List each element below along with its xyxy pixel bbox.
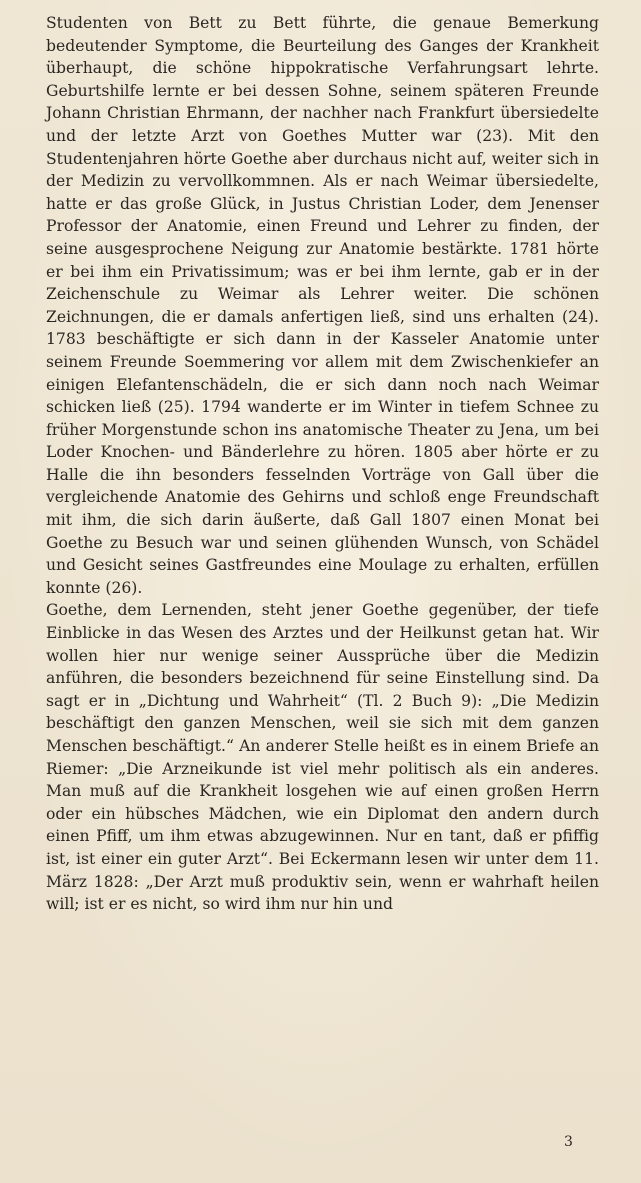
- paragraph-1: Studenten von Bett zu Bett führte, die genaue Bemerkung bedeutender Symptome, die Beurteilung des Ganges der Krankheit überhaupt, die schöne hippokratische Verfahrungsart lehrte. Geburtshilfe lernte er bei dessen Sohne, seinem späteren Freunde Johann Christian Ehrmann, der nachher nach Frankfurt übersiedelte und der letzte Arzt von Goethes Mutter war (23). Mit den Studentenjahren hörte Goethe aber durchaus nicht auf, weiter sich in der Medizin zu vervollkommnen. Als er nach Weimar übersiedelte, hatte er das große Glück, in Justus Christian Loder, dem Jenenser Professor der Anatomie, einen Freund und Lehrer zu finden, der seine ausgesprochene Neigung zur Anatomie bestärkte. 1781 hörte er bei ihm ein Privatissimum; was er bei ihm lernte, gab er in der Zeichenschule zu Weimar als Lehrer weiter. Die schönen Zeichnungen, die er damals anfertigen ließ, sind uns erhalten (24). 1783 beschäftigte er sich dann in der Kasseler Anatomie unter seinem Freunde Soemmering vor allem mit dem Zwischenkiefer an einigen Elefantenschädeln, die er sich dann noch nach Weimar schicken ließ (25). 1794 wanderte er im Winter in tiefem Schnee zu früher Morgenstunde schon ins anatomische Theater zu Jena, um bei Loder Knochen- und Bänderlehre zu hören. 1805 aber hörte er zu Halle die ihn besonders fesselnden Vorträge von Gall über die vergleichende Anatomie des Gehirns und schloß enge Freundschaft mit ihm, die sich darin äußerte, daß Gall 1807 einen Monat bei Goethe zu Besuch war und seinen glühenden Wunsch, von Schädel und Gesicht seines Gastfreundes eine Moulage zu erhalten, erfüllen konnte (26).: [46, 14, 599, 597]
- paragraph-2: Goethe, dem Lernenden, steht jener Goethe gegenüber, der tiefe Einblicke in das Wesen des Arztes und der Heilkunst getan hat. Wir wollen hier nur wenige seiner Aussprüche über die Medizin anführen, die besonders bezeichnend für seine Einstellung sind. Da sagt er in „Dichtung und Wahrheit“ (Tl. 2 Buch 9): „Die Medizin beschäftigt den ganzen Menschen, weil sie sich mit dem ganzen Menschen beschäftigt.“ An anderer Stelle heißt es in einem Briefe an Riemer: „Die Arzneikunde ist viel mehr politisch als ein anderes. Man muß auf die Krankheit losgehen wie auf einen großen Herrn oder ein hübsches Mädchen, wie ein Diplomat den andern durch einen Pfiff, um ihm etwas abzugewinnen. Nur en tant, daß er pfiffig ist, ist einer ein guter Arzt“. Bei Eckermann lesen wir unter dem 11. März 1828: „Der Arzt muß produktiv sein, wenn er wahrhaft heilen will; ist er es nicht, so wird ihm nur hin und: [46, 601, 599, 914]
- page-number: 3: [564, 1134, 573, 1150]
- body-text: [46, 12, 599, 916]
